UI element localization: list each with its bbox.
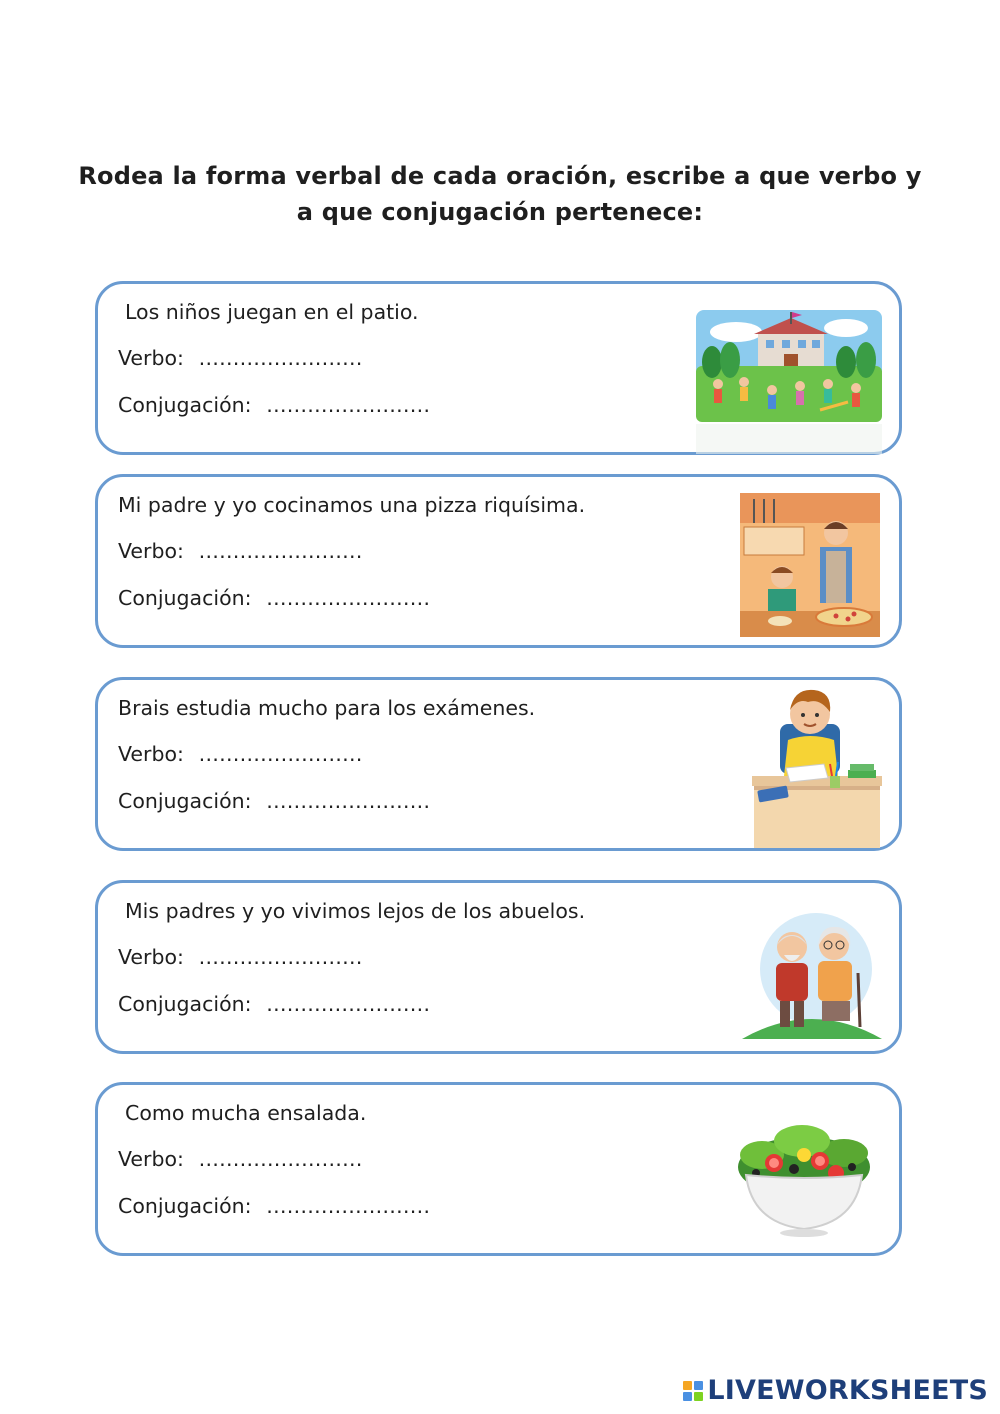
conjugation-label: Conjugación: xyxy=(118,586,252,610)
conjugation-answer-field[interactable]: …………………… xyxy=(266,393,431,417)
verb-line xyxy=(118,346,362,370)
salad-bowl-image xyxy=(732,1111,876,1237)
verb-label: Verbo: xyxy=(118,539,184,563)
conjugation-answer-field[interactable]: …………………… xyxy=(266,1194,431,1218)
exercise-card-5 xyxy=(95,1082,902,1256)
verb-answer-field[interactable]: …………………… xyxy=(198,346,363,370)
verb-line xyxy=(118,742,362,766)
conjugation-line xyxy=(118,586,430,610)
conjugation-line xyxy=(118,789,430,813)
conjugation-line xyxy=(118,992,430,1016)
boy-studying-at-desk-image xyxy=(750,684,884,850)
conjugation-label: Conjugación: xyxy=(118,1194,252,1218)
verb-line xyxy=(118,1147,362,1171)
exercise-card-1 xyxy=(95,281,902,455)
verb-label: Verbo: xyxy=(118,346,184,370)
sentence-text[interactable]: Los niños juegan en el patio. xyxy=(125,300,419,324)
verb-line xyxy=(118,539,362,563)
exercise-card-2 xyxy=(95,474,902,648)
conjugation-label: Conjugación: xyxy=(118,992,252,1016)
verb-label: Verbo: xyxy=(118,742,184,766)
verb-label: Verbo: xyxy=(118,1147,184,1171)
liveworksheets-logo[interactable] xyxy=(683,1375,988,1406)
verb-line xyxy=(118,945,362,969)
exercise-card-3 xyxy=(95,677,902,851)
worksheet-title xyxy=(60,158,940,230)
liveworksheets-icon xyxy=(683,1381,703,1401)
verb-answer-field[interactable]: …………………… xyxy=(198,1147,363,1171)
conjugation-line xyxy=(118,1194,430,1218)
title-line-1: Rodea la forma verbal de cada oración, escribe a que verbo y xyxy=(78,162,922,190)
sentence-text[interactable]: Brais estudia mucho para los exámenes. xyxy=(118,696,536,720)
exercise-card-4 xyxy=(95,880,902,1054)
conjugation-line xyxy=(118,393,430,417)
schoolyard-children-image xyxy=(696,310,882,456)
father-son-cooking-pizza-image xyxy=(740,493,880,637)
conjugation-label: Conjugación: xyxy=(118,789,252,813)
verb-answer-field[interactable]: …………………… xyxy=(198,742,363,766)
brand-name: LIVEWORKSHEETS xyxy=(707,1375,988,1406)
verb-answer-field[interactable]: …………………… xyxy=(198,945,363,969)
sentence-text[interactable]: Como mucha ensalada. xyxy=(125,1101,367,1125)
verb-answer-field[interactable]: …………………… xyxy=(198,539,363,563)
sentence-text[interactable]: Mis padres y yo vivimos lejos de los abuelos. xyxy=(125,899,586,923)
title-line-2: a que conjugación pertenece: xyxy=(296,198,704,226)
sentence-text[interactable]: Mi padre y yo cocinamos una pizza riquísima. xyxy=(118,493,586,517)
conjugation-label: Conjugación: xyxy=(118,393,252,417)
grandparents-image xyxy=(742,903,882,1043)
conjugation-answer-field[interactable]: …………………… xyxy=(266,992,431,1016)
conjugation-answer-field[interactable]: …………………… xyxy=(266,789,431,813)
verb-label: Verbo: xyxy=(118,945,184,969)
conjugation-answer-field[interactable]: …………………… xyxy=(266,586,431,610)
